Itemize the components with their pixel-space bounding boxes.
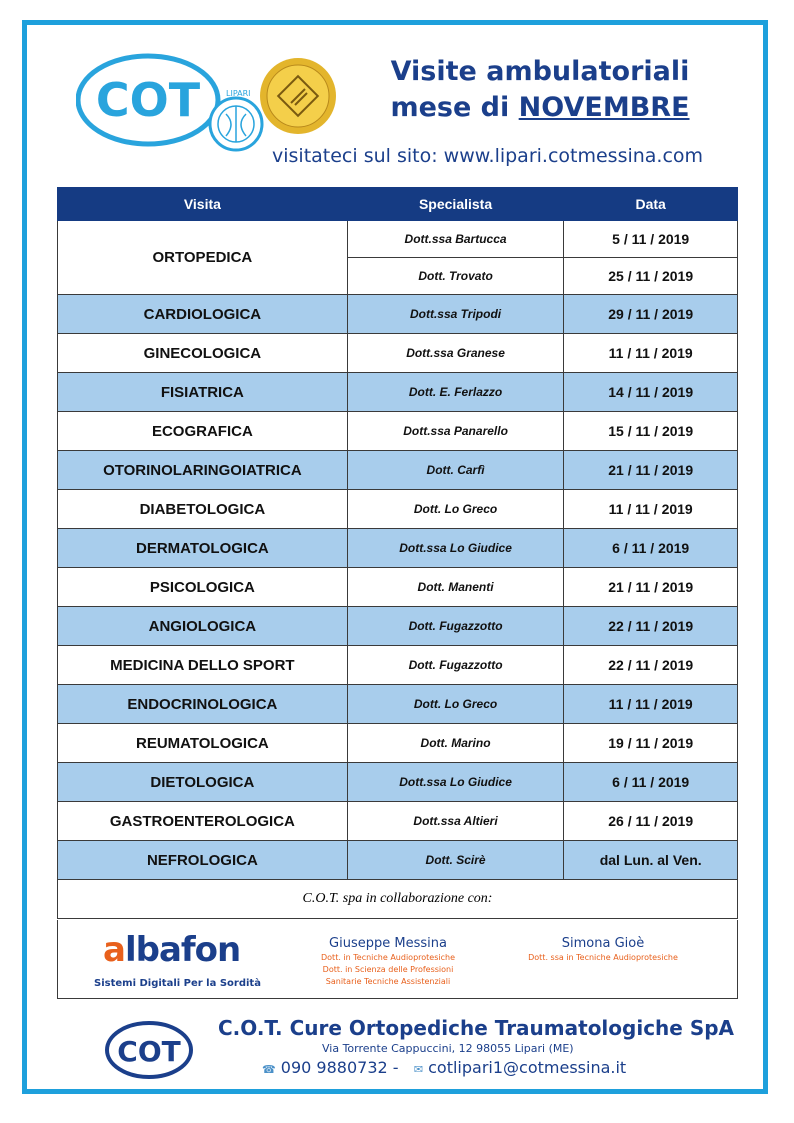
footer-company: C.O.T. Cure Ortopediche Traumatologiche SpA: [218, 1016, 735, 1040]
collab-row: [58, 880, 738, 919]
spec-cell: Dott. Fugazzotto: [347, 646, 564, 685]
partner1-desc: [298, 952, 478, 988]
table-row: [58, 412, 738, 451]
spec-cell: Dott. Lo Greco: [347, 490, 564, 529]
table-row: [58, 529, 738, 568]
date-cell: dal Lun. al Ven.: [564, 841, 738, 880]
table-header: [58, 188, 738, 221]
albafon-logo-rest: lbafon: [124, 930, 241, 970]
spec-cell: Dott. Fugazzotto: [347, 607, 564, 646]
footer-phone: 090 9880732 -: [280, 1058, 399, 1077]
date-cell: 5 / 11 / 2019: [564, 221, 738, 258]
email-icon: ✉: [413, 1063, 424, 1076]
table-row: [58, 646, 738, 685]
date-cell: 21 / 11 / 2019: [564, 451, 738, 490]
spec-cell: Dott.ssa Granese: [347, 334, 564, 373]
date-cell: 11 / 11 / 2019: [564, 490, 738, 529]
albafon-subtitle: Sistemi Digitali Per la Sordità: [94, 978, 261, 989]
visit-cell: ECOGRAFICA: [58, 412, 348, 451]
partner1-desc-line: Sanitarie Tecniche Assistenziali: [325, 977, 451, 986]
visit-cell: OTORINOLARINGOIATRICA: [58, 451, 348, 490]
visit-cell: ENDOCRINOLOGICA: [58, 685, 348, 724]
footer-email[interactable]: cotlipari1@cotmessina.it: [428, 1058, 627, 1077]
date-cell: 26 / 11 / 2019: [564, 802, 738, 841]
albafon-logo: [103, 930, 240, 970]
title-month: NOVEMBRE: [518, 92, 690, 123]
title-line1: Visite ambulatoriali: [390, 56, 690, 87]
spec-cell: Dott.ssa Panarello: [347, 412, 564, 451]
partner2-name: Simona Gioè: [561, 936, 645, 951]
spec-cell: Dott. Manenti: [347, 568, 564, 607]
table-row: [58, 607, 738, 646]
visit-cell: ORTOPEDICA: [58, 221, 348, 295]
spec-cell: Dott.ssa Bartucca: [347, 221, 564, 258]
quality-seal-icon: [258, 56, 338, 136]
date-cell: 11 / 11 / 2019: [564, 685, 738, 724]
spec-cell: Dott. Marino: [347, 724, 564, 763]
partner1-name: Giuseppe Messina: [329, 936, 447, 951]
spec-cell: Dott. Trovato: [347, 258, 564, 295]
date-cell: 22 / 11 / 2019: [564, 646, 738, 685]
table-row: [58, 451, 738, 490]
date-cell: 11 / 11 / 2019: [564, 334, 738, 373]
partner2-desc: Dott. ssa in Tecniche Audioprotesiche: [528, 953, 678, 962]
visit-cell: PSICOLOGICA: [58, 568, 348, 607]
visit-cell: GASTROENTEROLOGICA: [58, 802, 348, 841]
visits-table: [57, 187, 738, 919]
partner1-desc-line: Dott. in Tecniche Audioprotesiche: [321, 953, 455, 962]
title-prefix: mese di: [390, 92, 519, 123]
website-text: visitateci sul sito: www.lipari.cotmessina.com: [272, 145, 704, 167]
visit-cell: NEFROLOGICA: [58, 841, 348, 880]
page-title: [370, 54, 710, 126]
header-specialista: Specialista: [347, 188, 564, 221]
visit-cell: REUMATOLOGICA: [58, 724, 348, 763]
footer-address: Via Torrente Cappuccini, 12 98055 Lipari (ME): [322, 1042, 574, 1055]
footer-cot-logo: [104, 1020, 194, 1080]
date-cell: 14 / 11 / 2019: [564, 373, 738, 412]
table-row: [58, 568, 738, 607]
spec-cell: Dott.ssa Tripodi: [347, 295, 564, 334]
date-cell: 25 / 11 / 2019: [564, 258, 738, 295]
visit-cell: ANGIOLOGICA: [58, 607, 348, 646]
logo-text: COT: [95, 73, 201, 127]
table-row: [58, 724, 738, 763]
visit-cell: MEDICINA DELLO SPORT: [58, 646, 348, 685]
header-data: Data: [564, 188, 738, 221]
visit-cell: DIABETOLOGICA: [58, 490, 348, 529]
date-cell: 21 / 11 / 2019: [564, 568, 738, 607]
table-row: [58, 334, 738, 373]
date-cell: 6 / 11 / 2019: [564, 529, 738, 568]
table-row: [58, 763, 738, 802]
table-row: [58, 841, 738, 880]
spec-cell: Dott.ssa Lo Giudice: [347, 763, 564, 802]
spec-cell: Dott.ssa Lo Giudice: [347, 529, 564, 568]
visit-cell: DERMATOLOGICA: [58, 529, 348, 568]
collab-text: C.O.T. spa in collaborazione con:: [58, 880, 738, 919]
table-row: [58, 221, 738, 258]
spec-cell: Dott. E. Ferlazzo: [347, 373, 564, 412]
visit-cell: FISIATRICA: [58, 373, 348, 412]
date-cell: 29 / 11 / 2019: [564, 295, 738, 334]
visit-cell: CARDIOLOGICA: [58, 295, 348, 334]
spec-cell: Dott.ssa Altieri: [347, 802, 564, 841]
table-row: [58, 373, 738, 412]
logo-sub: LIPARI: [226, 89, 251, 98]
title-line2: [370, 90, 710, 126]
footer-logo-text: COT: [117, 1035, 181, 1068]
visit-cell: GINECOLOGICA: [58, 334, 348, 373]
cot-logo: [76, 50, 266, 162]
visit-cell: DIETOLOGICA: [58, 763, 348, 802]
date-cell: 15 / 11 / 2019: [564, 412, 738, 451]
spec-cell: Dott. Lo Greco: [347, 685, 564, 724]
spec-cell: Dott. Carfì: [347, 451, 564, 490]
date-cell: 19 / 11 / 2019: [564, 724, 738, 763]
header-visita: Visita: [58, 188, 348, 221]
phone-icon: ☎: [262, 1063, 276, 1076]
table-row: [58, 685, 738, 724]
table-row: [58, 802, 738, 841]
date-cell: 22 / 11 / 2019: [564, 607, 738, 646]
partner1-desc-line: Dott. in Scienza delle Professioni: [322, 965, 454, 974]
table-row: [58, 490, 738, 529]
table-row: [58, 295, 738, 334]
footer-contact: [262, 1058, 626, 1077]
albafon-logo-a: a: [103, 930, 125, 970]
date-cell: 6 / 11 / 2019: [564, 763, 738, 802]
partners-box: [57, 920, 738, 999]
spec-cell: Dott. Scirè: [347, 841, 564, 880]
